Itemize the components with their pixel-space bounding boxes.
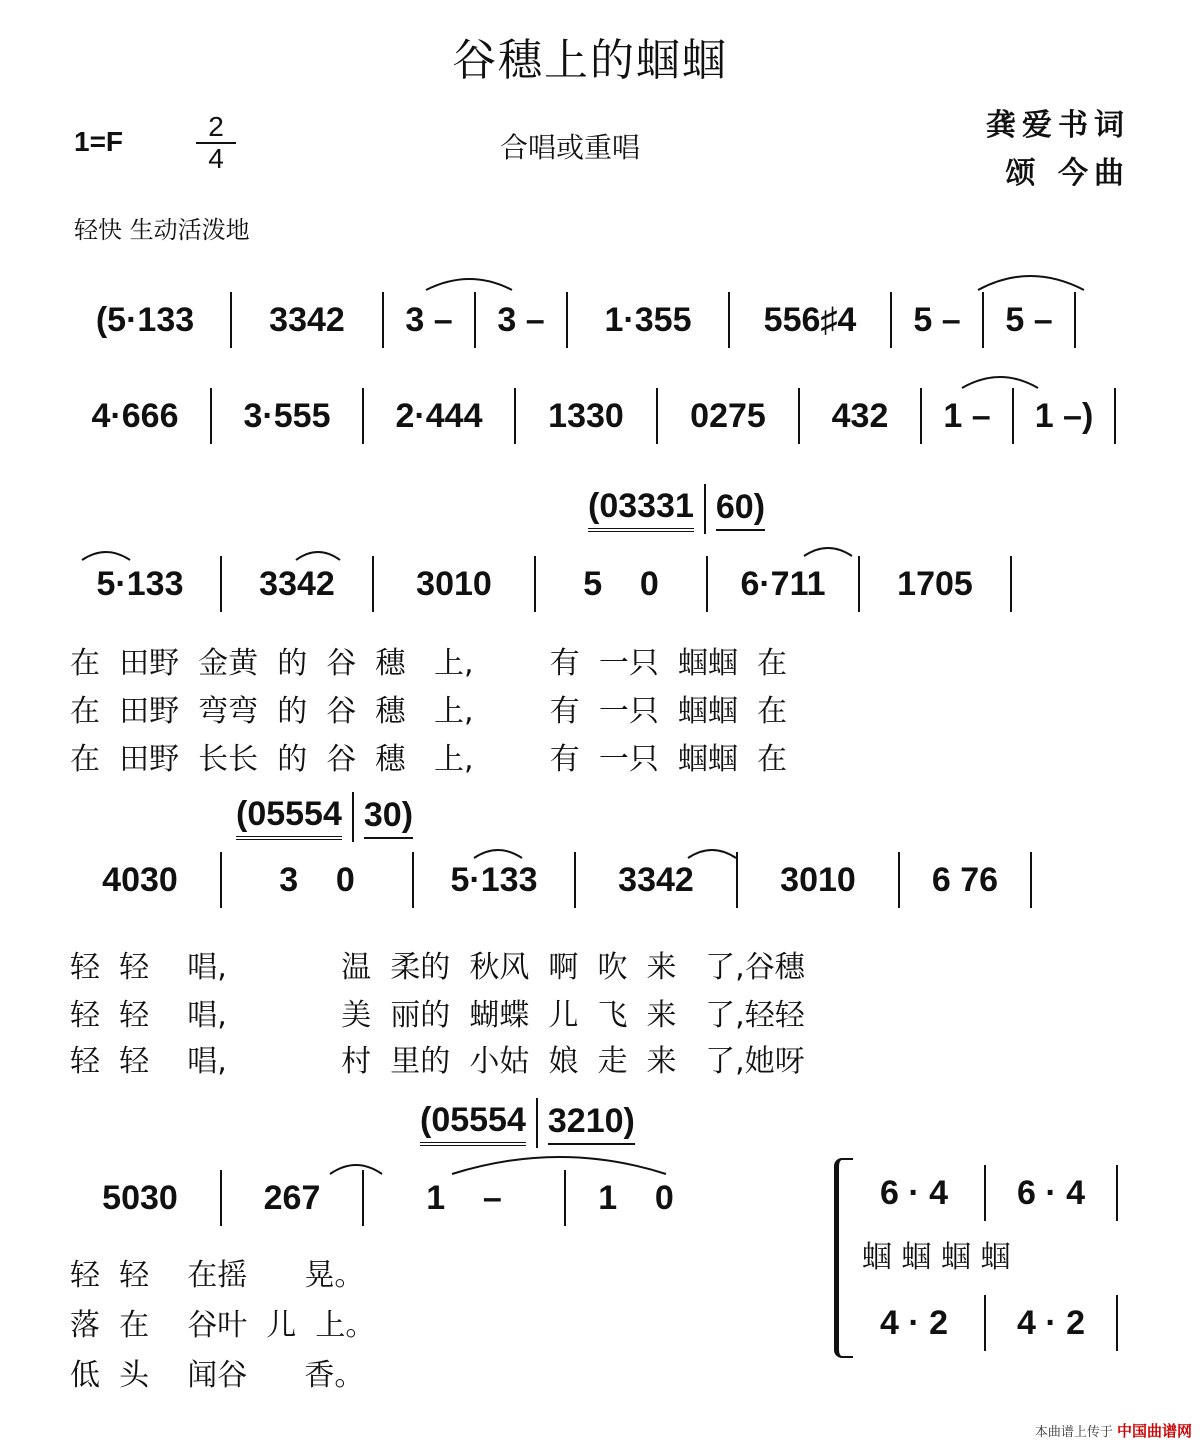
- measure: 3 –: [497, 300, 545, 339]
- measure: 1330: [548, 396, 624, 435]
- measure: 6 76: [931, 860, 999, 899]
- harmony-lyric: 蝈 蝈 蝈 蝈: [862, 1240, 1011, 1275]
- measure: 5 –: [1005, 300, 1053, 339]
- measure: 1 –: [426, 1178, 502, 1217]
- measure: 3342: [259, 564, 335, 603]
- measure: 3·555: [243, 396, 331, 435]
- footer-credit: [1035, 1420, 1192, 1441]
- lyric-line: 在 田野 金黄 的 谷 穗 上, 有 一只 蝈蝈 在: [70, 646, 788, 681]
- interlude-measure: 3210): [548, 1102, 635, 1145]
- lyric-line: 低 头 闻谷 香。: [70, 1358, 365, 1393]
- composer-credit: 颂 今曲: [1005, 156, 1130, 191]
- measure: 3 –: [405, 300, 453, 339]
- measure: 5 0: [583, 564, 659, 603]
- measure: 556♯4: [763, 300, 857, 339]
- interlude-measure: 60): [716, 488, 765, 531]
- song-title: 谷穗上的蝈蝈: [452, 35, 728, 86]
- measure: 1 0: [598, 1178, 674, 1217]
- measure: 5·133: [96, 564, 184, 603]
- measure: 4 · 2: [879, 1303, 949, 1342]
- measure: 4 · 2: [1016, 1303, 1086, 1342]
- measure: 3342: [618, 860, 694, 899]
- measure: 1 –): [1034, 396, 1094, 435]
- measure: 6 · 4: [879, 1173, 949, 1212]
- measure: 0275: [690, 396, 766, 435]
- lyric-line: 轻 轻 唱, 温 柔的 秋风 啊 吹 来 了,谷穗: [70, 950, 805, 985]
- measure: 5030: [102, 1178, 178, 1217]
- measure: 4030: [102, 860, 178, 899]
- measure: 267: [263, 1178, 321, 1217]
- measure: 5·133: [450, 860, 538, 899]
- measure: 3342: [269, 300, 345, 339]
- lyric-line: 落 在 谷叶 儿 上。: [70, 1308, 376, 1343]
- measure: 4·666: [91, 396, 179, 435]
- measure: 3010: [780, 860, 856, 899]
- interlude-measure: (03331: [588, 487, 694, 532]
- measure: 6·711: [740, 564, 826, 603]
- measure: 6 · 4: [1016, 1173, 1086, 1212]
- measure: 5 –: [913, 300, 961, 339]
- performance-note: 合唱或重唱: [500, 131, 641, 164]
- measure: 1 –: [943, 396, 991, 435]
- lyric-line: 轻 轻 在摇 晃。: [70, 1258, 365, 1293]
- measure: 3010: [416, 564, 492, 603]
- measure: (5·133: [95, 300, 195, 339]
- time-signature-bottom: 4: [208, 143, 224, 174]
- measure: 2·444: [395, 396, 483, 435]
- interlude-measure: (05554: [420, 1101, 526, 1146]
- time-signature-top: 2: [196, 112, 236, 144]
- tempo-marking: 轻快 生动活泼地: [74, 216, 250, 244]
- key-signature: 1=F: [74, 126, 124, 157]
- footer-prefix: 本曲谱上传于: [1034, 1425, 1113, 1440]
- measure: 1·355: [604, 300, 692, 339]
- lyricist-credit: 龚爱书词: [986, 108, 1130, 143]
- site-name: 中国曲谱网: [1116, 1422, 1192, 1440]
- measure: 1705: [897, 564, 973, 603]
- lyric-line: 在 田野 长长 的 谷 穗 上, 有 一只 蝈蝈 在: [70, 742, 788, 777]
- interlude-measure: (05554: [236, 795, 342, 840]
- lyric-line: 轻 轻 唱, 美 丽的 蝴蝶 儿 飞 来 了,轻轻: [70, 998, 805, 1033]
- measure: 432: [831, 396, 889, 435]
- lyric-line: 在 田野 弯弯 的 谷 穗 上, 有 一只 蝈蝈 在: [70, 694, 788, 729]
- lyric-line: 轻 轻 唱, 村 里的 小姑 娘 走 来 了,她呀: [70, 1044, 805, 1079]
- measure: 3 0: [279, 860, 355, 899]
- interlude-measure: 30): [364, 796, 413, 839]
